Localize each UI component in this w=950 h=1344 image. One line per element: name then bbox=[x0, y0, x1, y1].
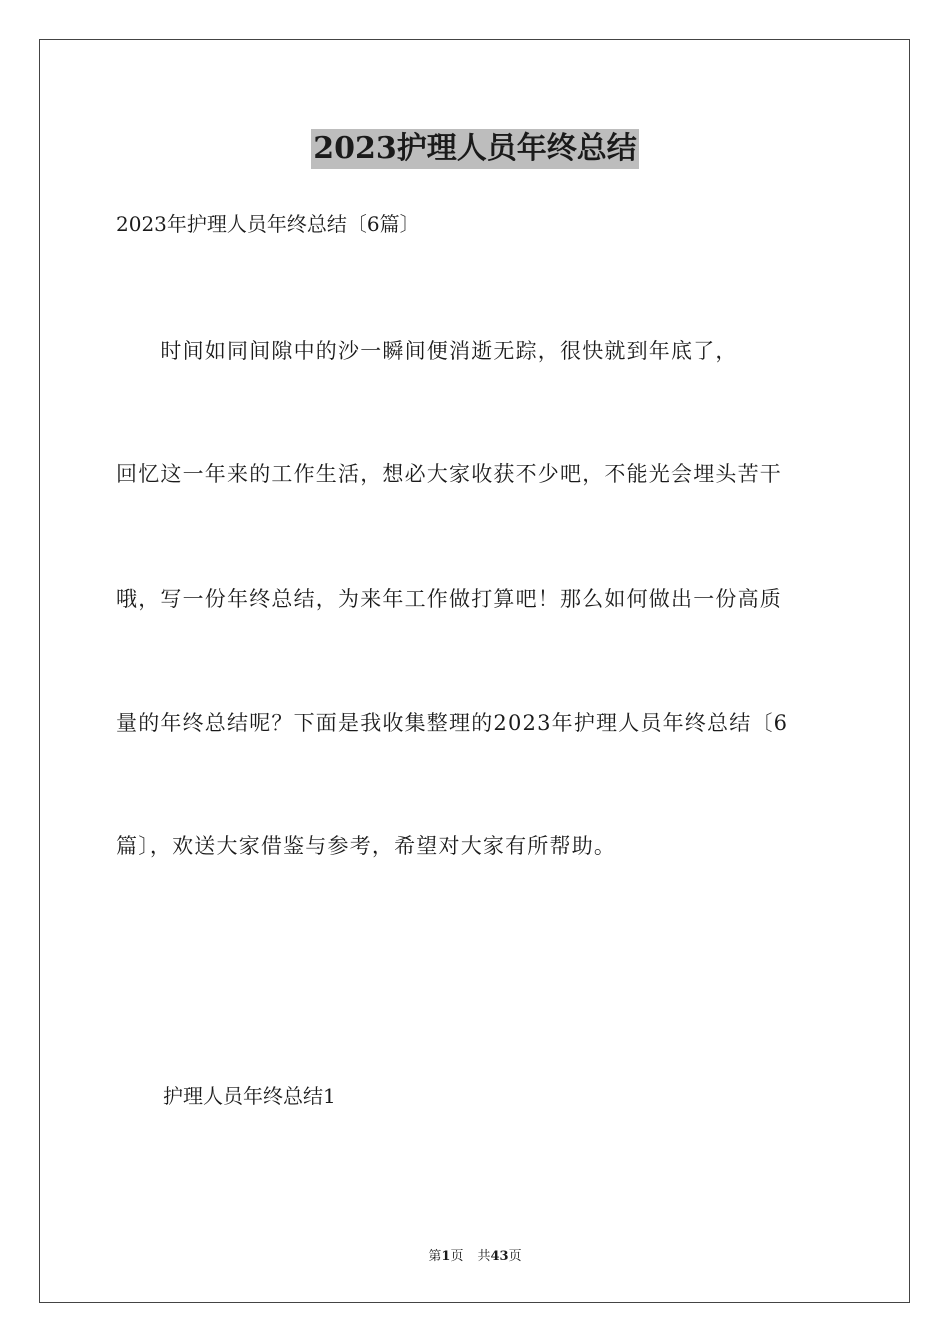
paragraph-line-3: 哦，写一份年终总结，为来年工作做打算吧！那么如何做出一份高质 bbox=[116, 587, 782, 611]
paragraph-line-2: 回忆这一年来的工作生活，想必大家收获不少吧，不能光会埋头苦干 bbox=[116, 462, 782, 486]
document-title-text: 2023护理人员年终总结 bbox=[311, 129, 639, 169]
footer-page-suffix: 页 bbox=[450, 1249, 464, 1264]
footer-page-number: 1 bbox=[441, 1249, 451, 1264]
footer-total-suffix: 页 bbox=[508, 1249, 522, 1264]
document-subtitle: 2023年护理人员年终总结〔6篇〕 bbox=[116, 212, 420, 236]
paragraph-line-1: 时间如同间隙中的沙一瞬间便消逝无踪，很快就到年底了， bbox=[116, 339, 738, 363]
paragraph-line-4: 量的年终总结呢？下面是我收集整理的2023年护理人员年终总结〔6 bbox=[116, 711, 789, 735]
footer-total-pages: 43 bbox=[490, 1249, 509, 1264]
section-heading: 护理人员年终总结1 bbox=[163, 1084, 336, 1108]
footer-page-prefix: 第 bbox=[428, 1249, 442, 1264]
document-title bbox=[0, 128, 950, 169]
paragraph-line-5: 篇〕，欢送大家借鉴与参考，希望对大家有所帮助。 bbox=[116, 834, 617, 858]
footer-total-prefix: 共 bbox=[477, 1249, 491, 1264]
page-footer bbox=[0, 1247, 950, 1267]
